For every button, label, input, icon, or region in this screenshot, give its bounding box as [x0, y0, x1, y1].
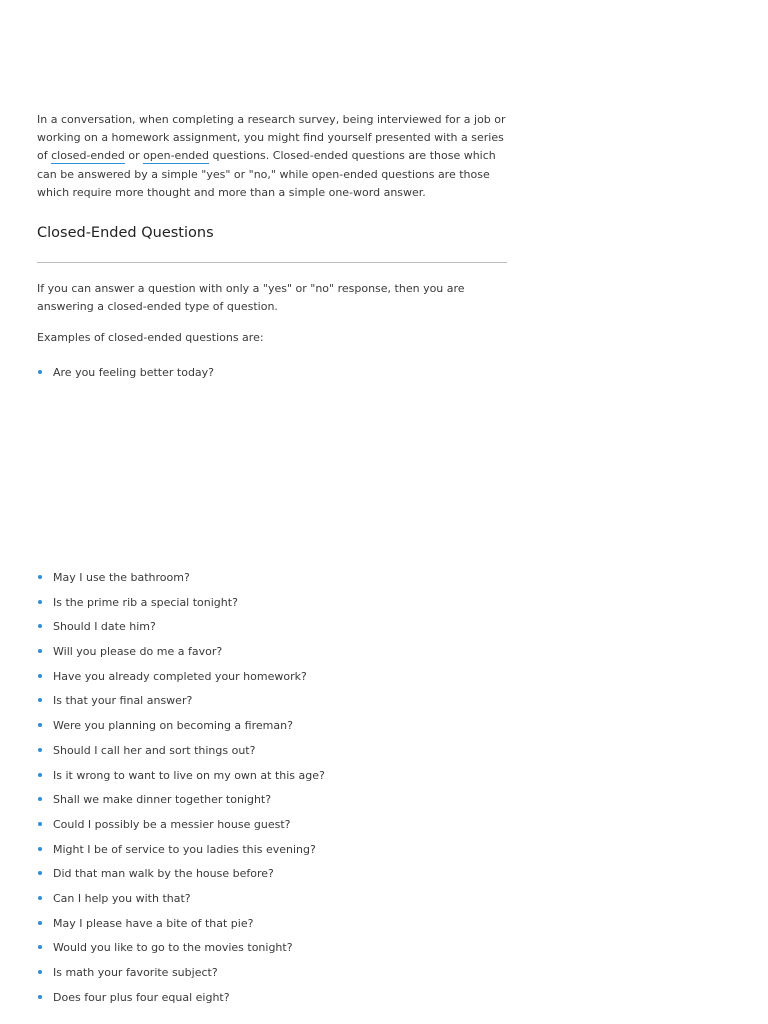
bullet-icon [38, 995, 42, 999]
bullet-icon [38, 748, 42, 752]
section-paragraph: If you can answer a question with only a "yes" or "no" response, then you are answering a closed-ended type of question. [37, 282, 465, 314]
examples-list [37, 571, 507, 1015]
list-item-text: Is the prime rib a special tonight? [53, 595, 238, 609]
section-divider [37, 262, 507, 263]
bullet-icon [38, 723, 42, 727]
list-item [37, 620, 507, 645]
list-item [37, 966, 507, 991]
bullet-icon [38, 600, 42, 604]
list-item [37, 843, 507, 868]
blank-ad-space [37, 395, 507, 560]
intro-text-between: or [124, 149, 144, 163]
bullet-icon [38, 822, 42, 826]
bullet-icon [38, 649, 42, 653]
bullet-icon [38, 797, 42, 801]
list-item-text: Will you please do me a favor? [53, 645, 223, 659]
list-item-text: Is it wrong to want to live on my own at this age? [53, 768, 325, 782]
list-item-text: Were you planning on becoming a fireman? [53, 719, 293, 733]
list-item-text: Did that man walk by the house before? [53, 867, 274, 881]
list-item [37, 719, 507, 744]
list-item [37, 366, 507, 380]
list-item [37, 769, 507, 794]
list-item-text: Can I help you with that? [53, 891, 191, 905]
list-item [37, 941, 507, 966]
list-item-text: Have you already completed your homework? [53, 669, 307, 683]
bullet-icon [38, 970, 42, 974]
intro-text-after: questions. Closed-ended questions are those which can be answered by a simple "yes" or "no," while open-ended questions are those which require more thought and more than a simple one-word answer. [37, 149, 496, 199]
list-item-text: Is math your favorite subject? [53, 966, 218, 979]
list-item-text: Would you like to go to the movies tonight? [53, 941, 293, 955]
bullet-icon [38, 624, 42, 628]
list-item-text: Shall we make dinner together tonight? [53, 793, 272, 807]
closed-ended-link[interactable]: closed-ended [51, 149, 125, 163]
intro-paragraph [37, 111, 507, 202]
bullet-icon [38, 945, 42, 949]
list-item [37, 793, 507, 818]
bullet-icon [38, 921, 42, 925]
intro-text-before: In a conversation, when completing a research survey, being interviewed for a job or working on a homework assignment, you might find yourself presented with a series of [37, 113, 506, 163]
list-item-text: Does four plus four equal eight? [53, 990, 230, 1004]
bullet-icon [38, 847, 42, 851]
list-item [37, 818, 507, 843]
list-item [37, 867, 507, 892]
list-item-text: Might I be of service to you ladies this evening? [53, 842, 316, 856]
bullet-icon [38, 674, 42, 678]
list-item [37, 596, 507, 621]
bullet-icon [38, 871, 42, 875]
list-item-text: Are you feeling better today? [53, 366, 215, 379]
open-ended-link[interactable]: open-ended [143, 149, 210, 163]
list-item [37, 744, 507, 769]
list-item [37, 892, 507, 917]
list-item [37, 917, 507, 942]
list-item-text: Should I call her and sort things out? [53, 743, 256, 757]
bullet-icon [38, 773, 42, 777]
bullet-icon [38, 370, 42, 374]
list-item-text: Could I possibly be a messier house guest? [53, 817, 291, 831]
examples-intro: Examples of closed-ended questions are: [37, 331, 264, 345]
list-item [37, 694, 507, 719]
list-item-text: Is that your final answer? [53, 694, 193, 708]
section-heading: Closed-Ended Questions [37, 225, 214, 242]
bullet-icon [38, 698, 42, 702]
list-item [37, 571, 507, 596]
article-body [37, 111, 507, 348]
bullet-icon [38, 575, 42, 579]
examples-list-first [37, 366, 507, 380]
list-item [37, 645, 507, 670]
list-item-text: May I use the bathroom? [53, 571, 190, 584]
list-item [37, 991, 507, 1016]
list-item [37, 670, 507, 695]
bullet-icon [38, 896, 42, 900]
list-item-text: May I please have a bite of that pie? [53, 916, 254, 930]
list-item-text: Should I date him? [53, 620, 156, 634]
